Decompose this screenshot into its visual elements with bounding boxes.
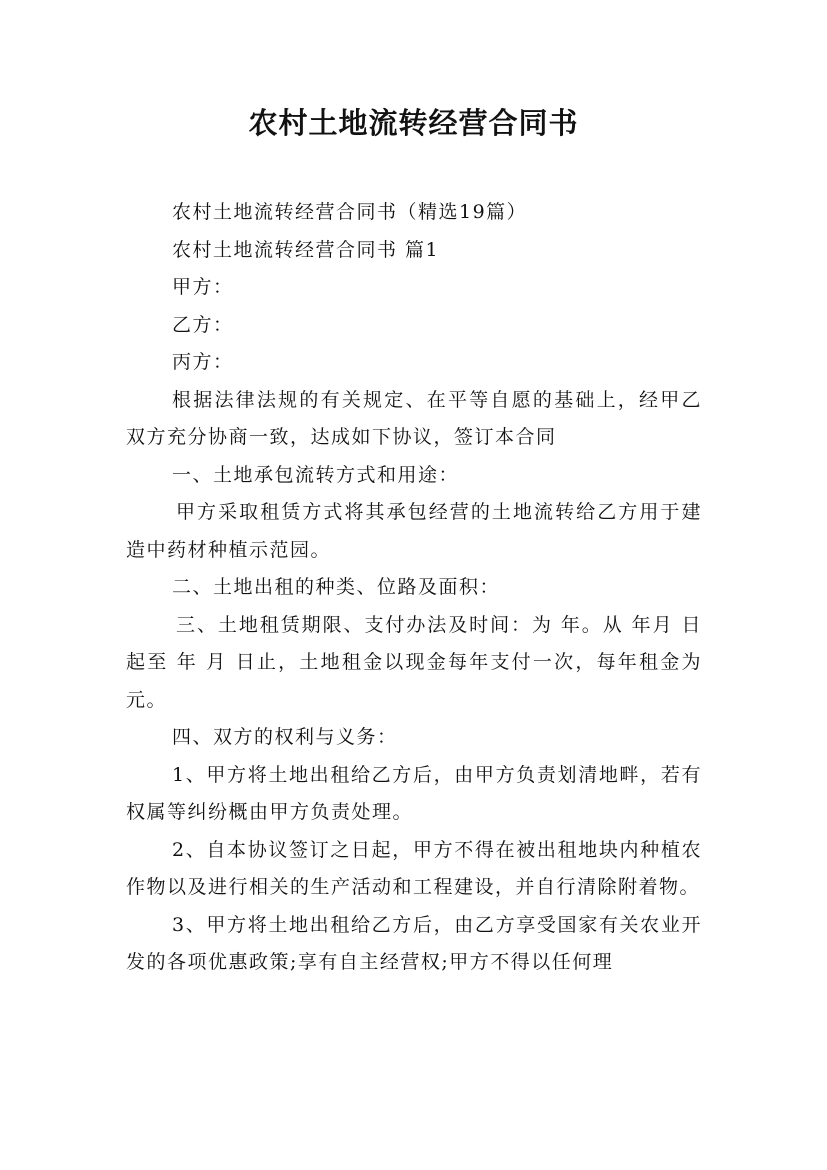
clause-4-item-3: 3、甲方将土地出租给乙方后，由乙方享受国家有关农业开发的各项优惠政策;享有自主经营权;甲方不得以任何理 xyxy=(126,913,702,973)
section-heading: 农村土地流转经营合同书 篇1 xyxy=(172,238,440,261)
party-b-line: 乙方： xyxy=(172,313,234,336)
clause-3-paragraph: 三、土地租赁期限、支付办法及时间：为 年。从 年月 日起至 年 月 日止，土地租金以现金每年支付一次，每年租金为 元。 xyxy=(126,613,702,711)
subtitle-line: 农村土地流转经营合同书（精选19篇） xyxy=(172,201,528,223)
clause-4-item-2: 2、自本协议签订之日起，甲方不得在被出租地块内种植农作物以及进行相关的生产活动和工程建设，并自行清除附着物。 xyxy=(126,838,702,898)
clause-4-heading: 四、双方的权利与义务： xyxy=(172,726,398,748)
party-a-line: 甲方： xyxy=(172,276,234,298)
preamble-paragraph: 根据法律法规的有关规定、在平等自愿的基础上，经甲乙双方充分协商一致，达成如下协议，签订本合同 xyxy=(126,388,702,448)
clause-1-body: 甲方采取租赁方式将其承包经营的土地流转给乙方用于建造中药材种植示范园。 xyxy=(126,501,702,561)
document-title: 农村土地流转经营合同书 xyxy=(248,106,579,140)
document-body xyxy=(126,194,702,982)
clause-2-heading: 二、土地出租的种类、位路及面积： xyxy=(172,576,501,598)
clause-4-item-1: 1、甲方将土地出租给乙方后，由甲方负责划清地畔，若有权属等纠纷概由甲方负责处理。 xyxy=(126,763,702,823)
clause-1-heading: 一、土地承包流转方式和用途： xyxy=(172,463,460,486)
party-c-line: 丙方： xyxy=(172,351,234,373)
